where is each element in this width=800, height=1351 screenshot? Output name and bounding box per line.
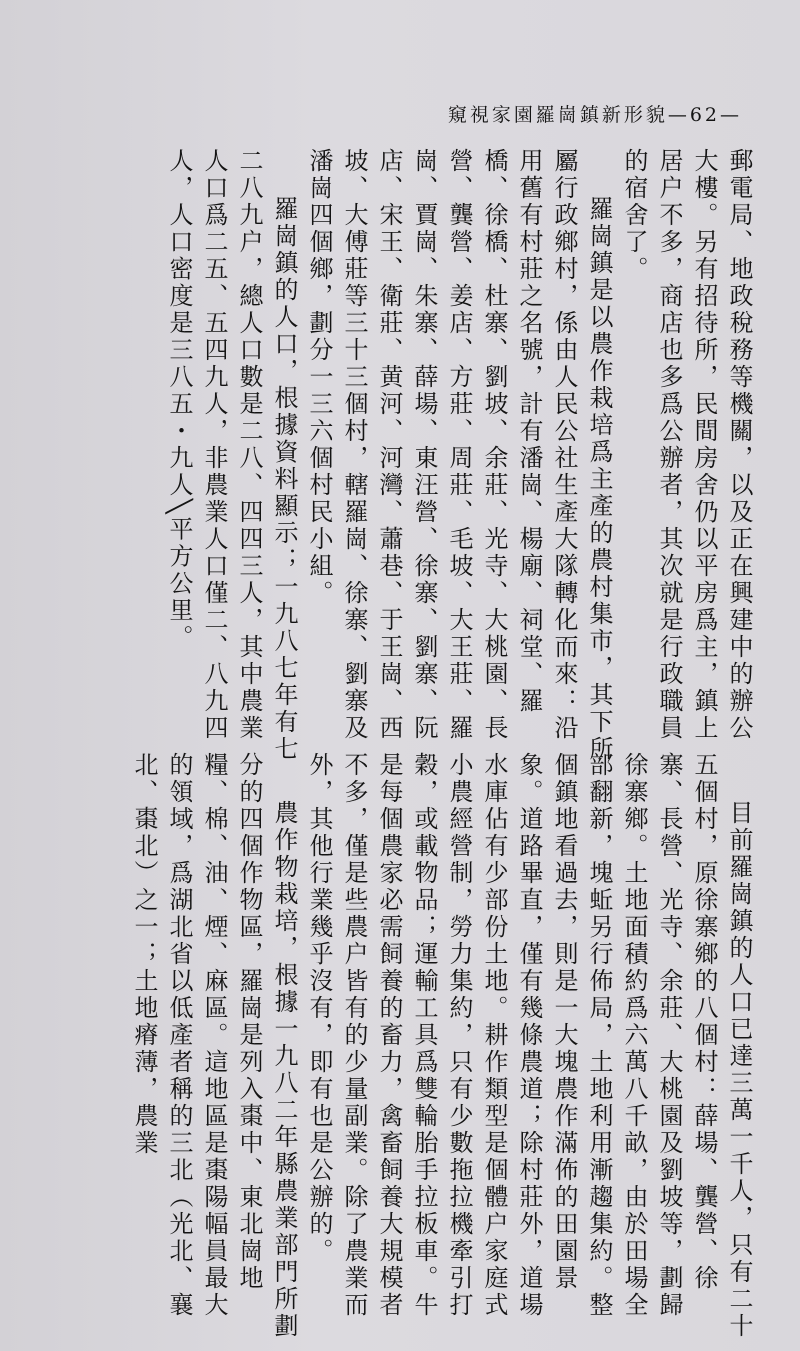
paragraph-current-population: 目前羅崗鎮的人口已達三萬一千人，只有二十五個村，原徐寨鄉的八個村：薛場、龔營、徐寨、長營、光寺、余莊、大桃園及劉坡等，劃歸徐寨鄉。土地面積約爲六萬八千畝，由於田場全部翻新，塊蚯另行佈局，土地利用漸趨集約。整個鎮地看過去，則是一大塊農作滿佈的田園景象。道路畢直，僅有幾條農道；除村莊外，道場水庫佔有少部份土地。耕作類型是個體户家庭式小農經營制，勞力集約，只有少數拖拉機牽引打穀，或載物品；運輸工具爲雙輪胎手拉板車。牛是每個農家必需飼養的畜力，禽畜飼養大規模者不多，僅是些農户皆有的少量副業。除了農業而外，其他行業幾乎沒有，即有也是公辦的。	[305, 752, 753, 1340]
paragraph-crop-cultivation: 農作物栽培，根據一九八二年縣農業部門所劃分的四個作物區，羅崗是列入棗中、東北崗地糧、棉、油、煙、麻區。這地區是棗陽幅員最大的領域，爲湖北省以低產者稱的三北（光北、襄北、棗北）之一；土地瘠薄，農業	[130, 752, 298, 1340]
paragraph-offices: 郵電局、地政稅務等機關，以及正在興建中的辦公大樓。另有招待所，民間房舍仍以平房爲主，鎮上居户不多，商店也多爲公辦者，其次就是行政職員的宿舍了。	[620, 148, 753, 742]
bottom-text-block	[126, 752, 756, 1342]
paragraph-villages: 羅崗鎮是以農作栽培爲主產的農村集市，其下所屬行政鄉村，係由人民公社生產大隊轉化而來：沿用舊有村莊之名號，計有潘崗、楊廟、祠堂、羅橋、徐橋、杜寨、劉坡、余莊、光寺、大桃園、長營、龔營、姜店、方莊、周莊、毛坡、大王莊、羅崗、賈崗、朱寨、薛場、東汪營、徐寨、劉寨、阮店、宋王、衛莊、黄河、河灣、蕭巷、于王崗、西坡、大傅莊等三十三個村，轄羅崗、徐寨、劉寨及潘崗四個鄉，劃分一三六個村民小組。	[305, 148, 613, 763]
top-text-block	[161, 148, 756, 768]
paragraph-population: 羅崗鎮的人口，根據資料顯示；一九八七年有七二八九户，總人口數是二八、四四三人，其中農業人口爲二五、五四九人，非農業人口僅二、八九四人，人口密度是三八五・九人╲平方公里。	[165, 148, 298, 763]
page-header: 窺視家園羅崗鎮新形貌—62—	[447, 104, 742, 126]
